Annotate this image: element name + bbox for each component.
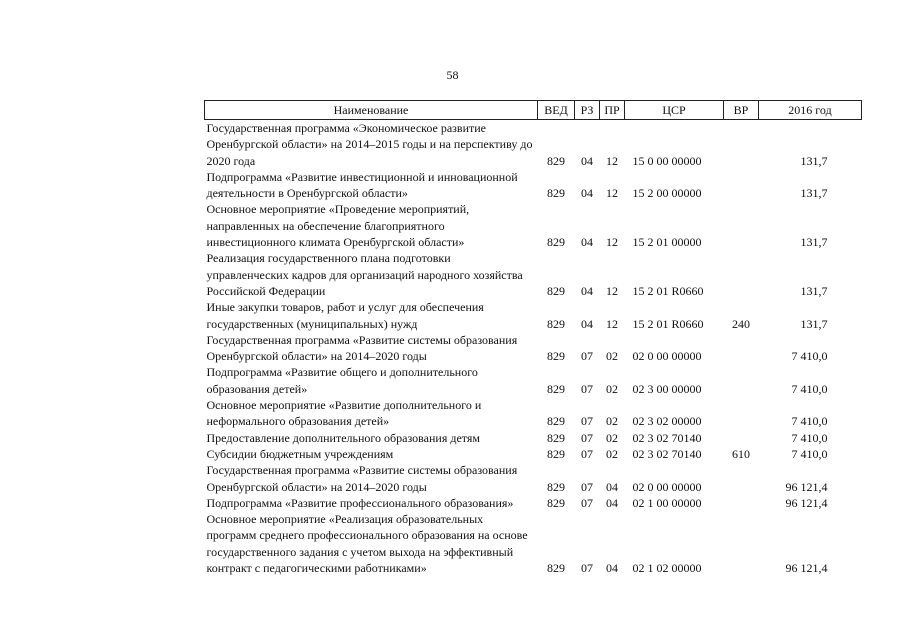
table-body (205, 120, 862, 577)
row-csr: 02 0 00 00000 (632, 349, 702, 364)
row-rz: 07 (581, 561, 593, 576)
row-pr: 12 (606, 235, 618, 250)
row-vr (724, 169, 759, 202)
row-year: 7 410,0 (791, 381, 828, 396)
row-name: Иные закупки товаров, работ и услуг для обеспечения государственных (муниципальных) нужд (206, 300, 484, 331)
row-name: Государственная программа «Развитие системы образования Оренбургской области» на 2014–2020 годы (206, 332, 518, 364)
row-name: Основное мероприятие «Проведение мероприятий, направленных на обеспечение благоприятного инвестиционного климата Оренбургской области» (206, 202, 470, 250)
row-csr: 02 0 00 00000 (632, 479, 702, 494)
row-rz: 07 (581, 381, 593, 396)
page-number: 58 (446, 68, 459, 82)
table-row (205, 430, 862, 446)
header-name: Наименование (205, 101, 538, 120)
row-pr: 04 (606, 479, 618, 494)
row-name: Государственная программа «Развитие системы образования Оренбургской области» на 2014–2020 годы (206, 463, 518, 494)
row-csr: 02 1 02 00000 (632, 561, 702, 576)
row-pr: 02 (606, 446, 618, 461)
row-csr: 15 2 01 R0660 (632, 283, 704, 298)
row-vr (724, 201, 759, 250)
header-rz: РЗ (575, 101, 600, 120)
row-ved: 829 (547, 561, 565, 576)
row-ved: 829 (547, 235, 565, 250)
row-name: Основное мероприятие «Реализация образовательных программ среднего профессионального образования на основе государственного задания с учетом выхода на эффективный контракт с педагогическими работниками» (206, 512, 528, 576)
table-header (205, 101, 862, 120)
row-ved: 829 (547, 414, 565, 429)
row-name: Подпрограмма «Развитие инвестиционной и инновационной деятельности в Оренбургской области» (206, 169, 518, 201)
row-pr: 12 (606, 186, 618, 201)
header-pr: ПР (600, 101, 625, 120)
row-ved: 829 (547, 186, 565, 201)
header-ved: ВЕД (538, 101, 575, 120)
row-vr (724, 250, 759, 299)
row-ved: 829 (547, 495, 565, 510)
row-year: 131,7 (800, 283, 828, 298)
row-year: 96 121,4 (785, 561, 828, 576)
row-year: 96 121,4 (785, 479, 828, 494)
header-year: 2016 год (759, 101, 862, 120)
table-row (205, 511, 862, 576)
row-year: 131,7 (800, 316, 828, 331)
table-row (205, 299, 862, 332)
table-row (205, 201, 862, 250)
row-name: Предоставление дополнительного образования детям (206, 430, 480, 445)
row-rz: 04 (581, 186, 593, 201)
row-name: Основное мероприятие «Развитие дополнительного и неформального образования детей» (206, 398, 482, 429)
row-ved: 829 (547, 446, 565, 461)
row-pr: 02 (606, 414, 618, 429)
table-row (205, 446, 862, 462)
row-year: 7 410,0 (791, 414, 828, 429)
row-csr: 02 3 00 00000 (632, 381, 702, 396)
row-rz: 07 (581, 349, 593, 364)
table-row (205, 495, 862, 511)
row-csr: 15 2 01 00000 (632, 235, 702, 250)
row-rz: 07 (581, 430, 593, 445)
row-vr (724, 397, 759, 430)
row-rz: 04 (581, 316, 593, 331)
row-ved: 829 (547, 381, 565, 396)
header-csr: ЦСР (625, 101, 724, 120)
row-pr: 02 (606, 430, 618, 445)
row-vr: 240 (732, 316, 750, 331)
row-vr (724, 511, 759, 576)
row-rz: 07 (581, 479, 593, 494)
row-vr: 610 (732, 446, 750, 461)
row-name: Государственная программа «Экономическое развитие Оренбургской области» на 2014–2015 годы и на перспективу до 2020 года (206, 121, 533, 168)
row-vr (724, 120, 759, 169)
row-ved: 829 (547, 349, 565, 364)
row-rz: 04 (581, 235, 593, 250)
row-name: Подпрограмма «Развитие общего и дополнительного образования детей» (206, 365, 478, 396)
row-year: 7 410,0 (791, 349, 828, 364)
table-row (205, 250, 862, 299)
table-row (205, 120, 862, 169)
row-csr: 15 2 00 00000 (632, 186, 702, 201)
table-row (205, 169, 862, 202)
row-vr (724, 462, 759, 495)
row-csr: 02 3 02 00000 (632, 414, 702, 429)
row-csr: 02 1 00 00000 (632, 495, 702, 510)
row-pr: 04 (606, 561, 618, 576)
row-pr: 12 (606, 153, 618, 168)
row-ved: 829 (547, 430, 565, 445)
header-vr: ВР (724, 101, 759, 120)
table-row (205, 462, 862, 495)
table-row (205, 364, 862, 397)
row-csr: 02 3 02 70140 (632, 430, 702, 445)
row-ved: 829 (547, 479, 565, 494)
row-vr (724, 332, 759, 365)
row-year: 7 410,0 (791, 430, 828, 445)
table-row (205, 397, 862, 430)
row-year: 96 121,4 (785, 495, 828, 510)
row-rz: 07 (581, 414, 593, 429)
row-ved: 829 (547, 153, 565, 168)
row-csr: 15 2 01 R0660 (632, 316, 704, 331)
row-ved: 829 (547, 283, 565, 298)
row-year: 7 410,0 (791, 446, 828, 461)
header-row (205, 101, 862, 120)
row-ved: 829 (547, 316, 565, 331)
budget-table (204, 100, 862, 576)
row-year: 131,7 (800, 153, 828, 168)
row-csr: 15 0 00 00000 (632, 153, 702, 168)
row-pr: 02 (606, 381, 618, 396)
row-name: Реализация государственного плана подготовки управленческих кадров для организаций народного хозяйства Российской Федерации (206, 251, 523, 298)
row-rz: 07 (581, 446, 593, 461)
row-pr: 04 (606, 495, 618, 510)
row-pr: 12 (606, 316, 618, 331)
row-year: 131,7 (800, 186, 828, 201)
row-rz: 04 (581, 283, 593, 298)
row-pr: 02 (606, 349, 618, 364)
row-csr: 02 3 02 70140 (632, 446, 702, 461)
row-name: Подпрограмма «Развитие профессионального образования» (206, 495, 514, 510)
row-vr (724, 364, 759, 397)
row-rz: 04 (581, 153, 593, 168)
row-vr (724, 495, 759, 511)
row-pr: 12 (606, 283, 618, 298)
row-name: Субсидии бюджетным учреждениям (206, 446, 394, 461)
table-row (205, 332, 862, 365)
row-rz: 07 (581, 495, 593, 510)
row-vr (724, 430, 759, 446)
row-year: 131,7 (800, 235, 828, 250)
